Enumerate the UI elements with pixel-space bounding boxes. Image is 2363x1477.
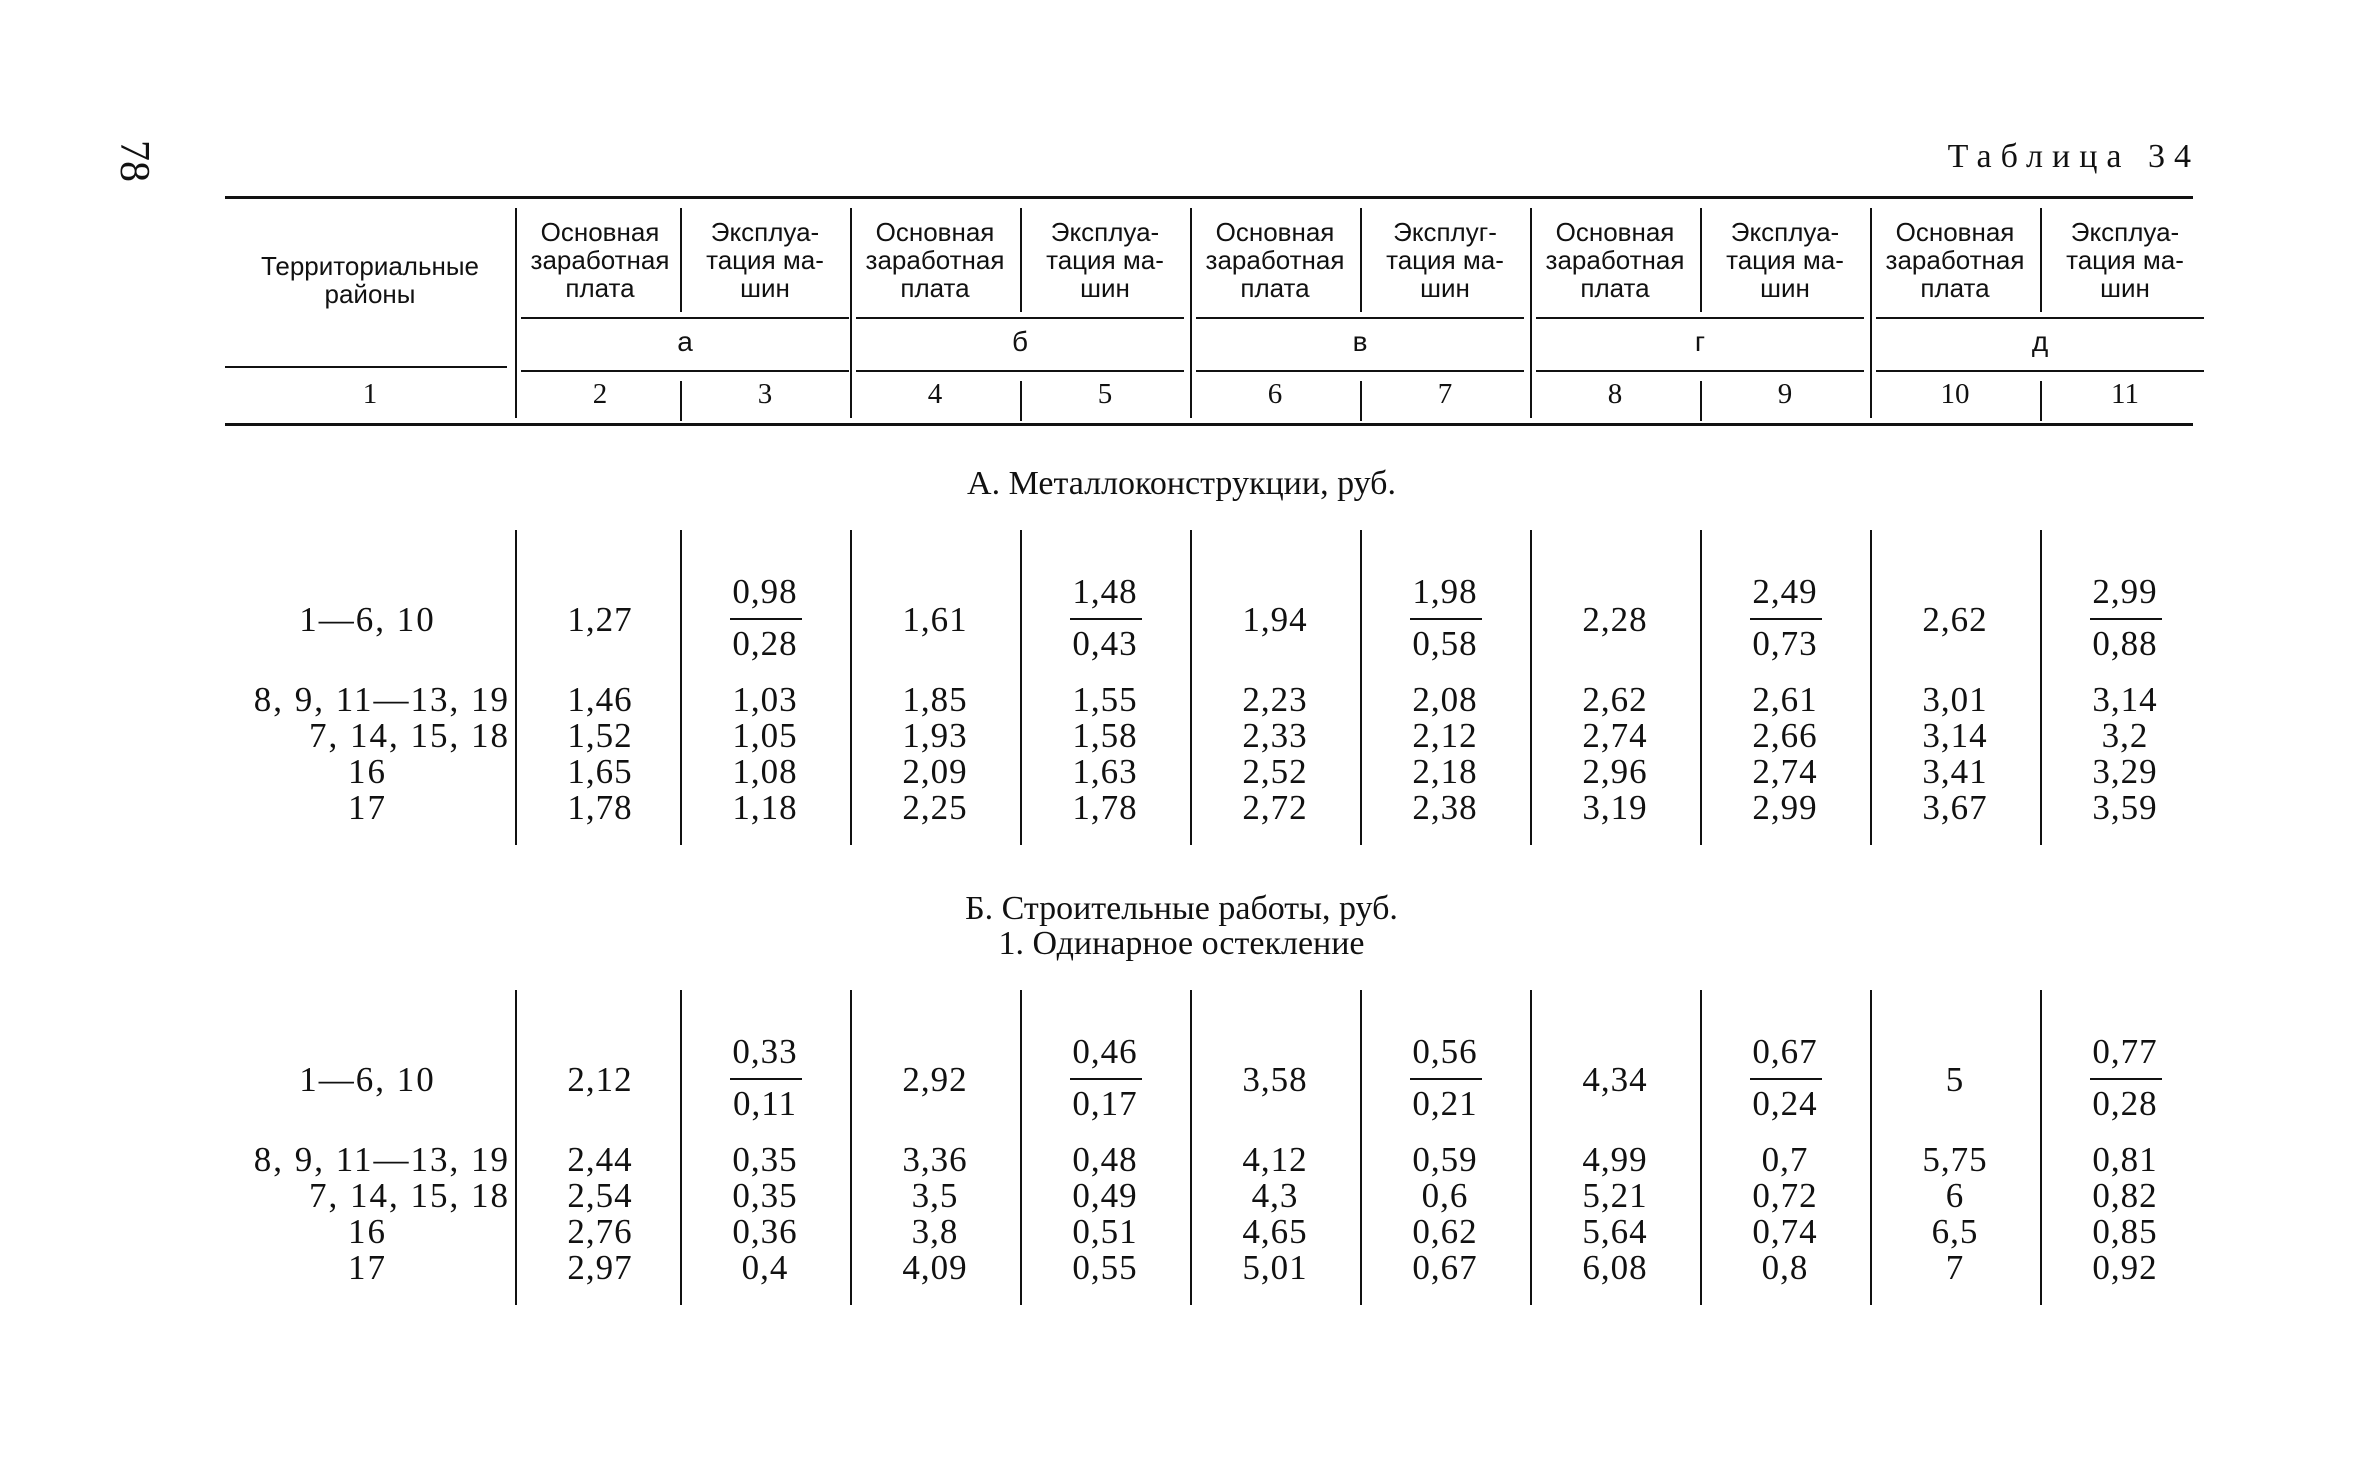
fraction-bar [1750,1078,1822,1080]
table-cell: 5 [1945,1060,1965,1099]
table-cell: 2,97 [567,1248,633,1287]
table-cell: 2,28 [1582,600,1648,639]
table-cell: 2,66 [1752,716,1818,755]
table-cell: 2,52 [1242,752,1308,791]
group-top-rule [1196,317,1524,319]
group-top-rule [1536,317,1864,319]
fraction-numerator: 1,48 [1072,572,1138,611]
table-cell: 2,38 [1412,788,1478,827]
fraction-bar [1410,1078,1482,1080]
fraction-bar [2090,1078,2162,1080]
table-cell: 1,27 [567,600,633,639]
fraction-denominator: 0,73 [1752,624,1818,663]
fraction-bar [730,1078,802,1080]
table-cell: 0,49 [1072,1176,1138,1215]
fraction-bar [1410,618,1482,620]
table-cell: 2,99 [1752,788,1818,827]
table-cell: 4,09 [902,1248,968,1287]
row-label: 7, 14, 15, 18 [309,716,510,755]
column-number: 3 [757,378,773,410]
table-cell: 2,92 [902,1060,968,1099]
table-cell: 0,62 [1412,1212,1478,1251]
row-label: 8, 9, 11—13, 19 [253,680,510,719]
column-number: 4 [927,378,943,410]
table-cell: 1,61 [902,600,968,639]
table-cell: 2,62 [1582,680,1648,719]
table-cell: 4,65 [1242,1212,1308,1251]
fraction-numerator: 0,98 [732,572,798,611]
table-cell: 5,01 [1242,1248,1308,1287]
region-under-rule [225,366,507,368]
table-cell: 1,58 [1072,716,1138,755]
fraction-denominator: 0,24 [1752,1084,1818,1123]
fraction-denominator: 0,11 [733,1084,797,1123]
table-cell: 0,72 [1752,1176,1818,1215]
table-cell: 0,59 [1412,1140,1478,1179]
column-number: 6 [1267,378,1283,410]
fraction-denominator: 0,17 [1072,1084,1138,1123]
fraction-bar [1070,1078,1142,1080]
table-cell: 1,63 [1072,752,1138,791]
table-cell: 0,35 [732,1140,798,1179]
header-top-rule [225,196,2193,199]
table-cell: 0,85 [2092,1212,2158,1251]
group-letter: д [2031,326,2049,357]
group-letter: а [677,326,693,357]
row-label: 1—6, 10 [299,1060,436,1099]
table-cell: 1,18 [732,788,798,827]
table-cell: 2,12 [567,1060,633,1099]
row-label: 17 [348,1248,387,1287]
group-letter: в [1352,326,1368,357]
table-cell: 2,72 [1242,788,1308,827]
column-header: Эксплуа- тация ма- шин [706,217,824,303]
section-subtitle: 1. Одинарное остекление [998,925,1365,962]
table-cell: 0,4 [741,1248,789,1287]
column-header: Основная заработная плата [1545,217,1685,303]
table-cell: 0,55 [1072,1248,1138,1287]
table-cell: 5,75 [1922,1140,1988,1179]
column-header: Эксплуа- тация ма- шин [1726,217,1844,303]
column-number: 5 [1097,378,1113,410]
table-cell: 0,6 [1421,1176,1469,1215]
column-number: 8 [1607,378,1623,410]
column-header: Основная заработная плата [1205,217,1345,303]
table-cell: 3,41 [1922,752,1988,791]
fraction-denominator: 0,28 [2092,1084,2158,1123]
table-cell: 2,18 [1412,752,1478,791]
table-cell: 3,8 [911,1212,959,1251]
table-cell: 4,3 [1251,1176,1299,1215]
column-number: 1 [362,378,378,410]
group-bottom-rule [1196,370,1524,372]
row-label: 8, 9, 11—13, 19 [253,1140,510,1179]
column-header: Эксплуа- тация ма- шин [2066,217,2184,303]
table-cell: 3,01 [1922,680,1988,719]
table-cell: 3,14 [1922,716,1988,755]
table-cell: 2,23 [1242,680,1308,719]
table-cell: 0,35 [732,1176,798,1215]
table-cell: 0,36 [732,1212,798,1251]
table-cell: 1,05 [732,716,798,755]
table-cell: 2,96 [1582,752,1648,791]
section-title: А. Металлоконструкции, руб. [967,465,1396,502]
table-cell: 3,67 [1922,788,1988,827]
table-cell: 3,29 [2092,752,2158,791]
fraction-denominator: 0,58 [1412,624,1478,663]
table-cell: 5,64 [1582,1212,1648,1251]
table-cell: 0,67 [1412,1248,1478,1287]
fraction-denominator: 0,28 [732,624,798,663]
section-title: Б. Строительные работы, руб. [965,890,1398,927]
table-cell: 1,65 [567,752,633,791]
table-title: Таблица 34 [1947,138,2200,175]
table-cell: 3,36 [902,1140,968,1179]
table-cell: 2,54 [567,1176,633,1215]
fraction-bar [1070,618,1142,620]
table-cell: 3,59 [2092,788,2158,827]
table-cell: 1,46 [567,680,633,719]
column-header: Основная заработная плата [530,217,670,303]
row-label: 1—6, 10 [299,600,436,639]
table-cell: 0,7 [1761,1140,1809,1179]
column-number: 2 [592,378,608,410]
table-cell: 3,2 [2101,716,2149,755]
row-label: 7, 14, 15, 18 [309,1176,510,1215]
row-label: 16 [348,752,387,791]
table-cell: 4,12 [1242,1140,1308,1179]
fraction-numerator: 0,67 [1752,1032,1818,1071]
table-cell: 2,62 [1922,600,1988,639]
table-cell: 7 [1945,1248,1965,1287]
page-number: 78 [111,140,157,182]
column-number: 7 [1437,378,1453,410]
table-cell: 2,44 [567,1140,633,1179]
group-top-rule [1876,317,2204,319]
fraction-denominator: 0,21 [1412,1084,1478,1123]
table-cell: 2,74 [1582,716,1648,755]
table-cell: 3,5 [911,1176,959,1215]
table-cell: 2,25 [902,788,968,827]
table-cell: 2,74 [1752,752,1818,791]
table-cell: 6,5 [1931,1212,1979,1251]
table-cell: 6 [1945,1176,1965,1215]
table-cell: 3,19 [1582,788,1648,827]
header-bottom-rule [225,423,2193,426]
table-cell: 1,03 [732,680,798,719]
table-cell: 1,94 [1242,600,1308,639]
table-cell: 2,76 [567,1212,633,1251]
fraction-numerator: 2,49 [1752,572,1818,611]
table-cell: 3,14 [2092,680,2158,719]
column-header: Эксплуг- тация ма- шин [1386,217,1504,303]
table-cell: 1,55 [1072,680,1138,719]
fraction-numerator: 1,98 [1412,572,1478,611]
table-cell: 6,08 [1582,1248,1648,1287]
column-number: 11 [2111,378,2139,410]
table-cell: 1,85 [902,680,968,719]
group-letter: г [1694,326,1706,357]
group-bottom-rule [521,370,849,372]
table-cell: 2,33 [1242,716,1308,755]
table-cell: 0,8 [1761,1248,1809,1287]
fraction-numerator: 0,33 [732,1032,798,1071]
column-header: Эксплуа- тация ма- шин [1046,217,1164,303]
table-cell: 1,78 [567,788,633,827]
table-cell: 1,08 [732,752,798,791]
table-cell: 0,82 [2092,1176,2158,1215]
table-cell: 0,74 [1752,1212,1818,1251]
table-cell: 4,99 [1582,1140,1648,1179]
fraction-bar [730,618,802,620]
group-letter: б [1011,326,1029,357]
group-bottom-rule [1876,370,2204,372]
group-bottom-rule [1536,370,1864,372]
table-cell: 4,34 [1582,1060,1648,1099]
fraction-numerator: 0,46 [1072,1032,1138,1071]
table-cell: 1,93 [902,716,968,755]
table-cell: 3,58 [1242,1060,1308,1099]
group-top-rule [856,317,1184,319]
column-number: 9 [1777,378,1793,410]
fraction-denominator: 0,43 [1072,624,1138,663]
fraction-denominator: 0,88 [2092,624,2158,663]
table-cell: 2,12 [1412,716,1478,755]
fraction-numerator: 0,56 [1412,1032,1478,1071]
table-cell: 0,81 [2092,1140,2158,1179]
fraction-bar [1750,618,1822,620]
table-cell: 0,92 [2092,1248,2158,1287]
column-number: 10 [1940,378,1970,410]
table-cell: 0,51 [1072,1212,1138,1251]
table-cell: 2,08 [1412,680,1478,719]
column-header: Основная заработная плата [1885,217,2025,303]
table-cell: 0,48 [1072,1140,1138,1179]
group-top-rule [521,317,849,319]
fraction-bar [2090,618,2162,620]
table-cell: 5,21 [1582,1176,1648,1215]
row-label: 16 [348,1212,387,1251]
fraction-numerator: 0,77 [2092,1032,2158,1071]
table-cell: 1,78 [1072,788,1138,827]
group-bottom-rule [856,370,1184,372]
column-header: Основная заработная плата [865,217,1005,303]
row-label: 17 [348,788,387,827]
fraction-numerator: 2,99 [2092,572,2158,611]
region-column-header: Территориальные районы [260,251,480,309]
table-cell: 2,61 [1752,680,1818,719]
table-cell: 1,52 [567,716,633,755]
table-cell: 2,09 [902,752,968,791]
